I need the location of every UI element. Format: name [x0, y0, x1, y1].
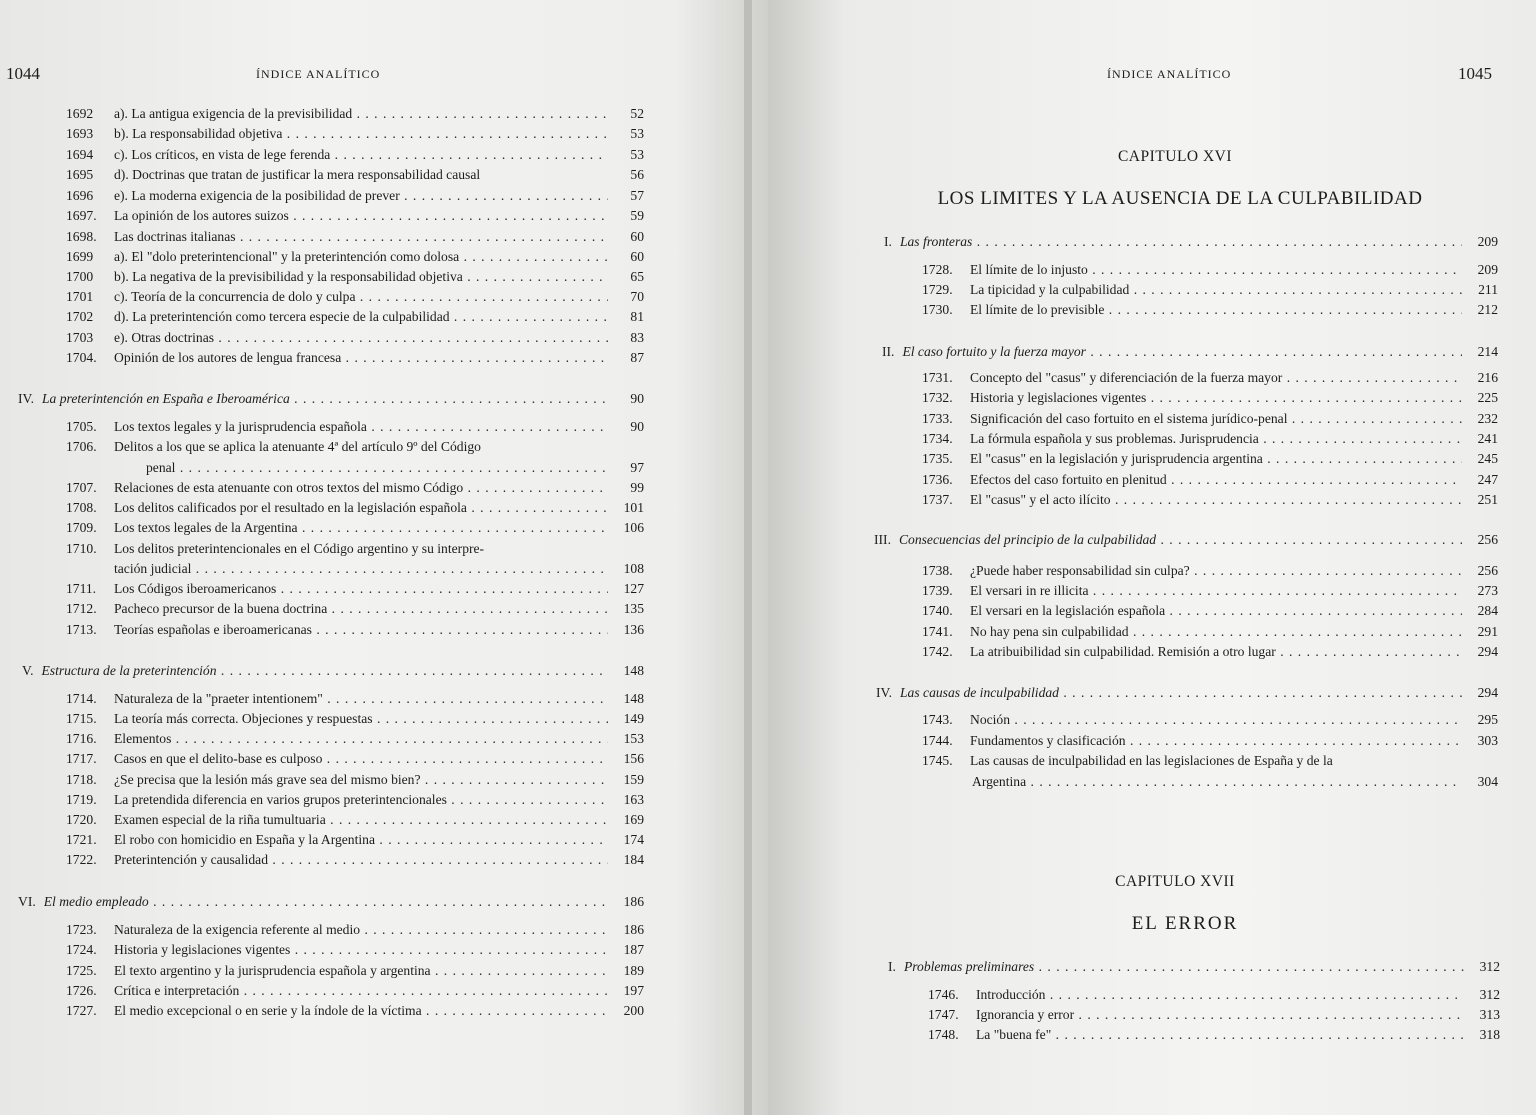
entry-page: 189 [623, 963, 644, 978]
section-roman: I. [888, 959, 896, 974]
entry-text: Opinión de los autores de lengua francesa . . . [114, 348, 608, 368]
entry-text: Examen especial de la riña tumultuaria . . . [114, 810, 608, 830]
entry-page: 232 [1477, 411, 1498, 426]
entry-page: 313 [1479, 1007, 1500, 1022]
section-title: El medio empleado . . . [44, 892, 608, 912]
entry-page: 212 [1477, 302, 1498, 317]
toc-entry [66, 328, 644, 348]
right-page [768, 0, 1536, 1115]
toc-entry [922, 388, 1498, 408]
toc-entry [922, 751, 1458, 771]
toc-entry [928, 1025, 1500, 1045]
entry-number: 1730. [922, 302, 953, 317]
toc-entry [922, 622, 1498, 642]
entry-page: 291 [1477, 624, 1498, 639]
toc-entry [66, 790, 644, 810]
entry-page: 251 [1477, 492, 1498, 507]
entry-page: 83 [630, 330, 644, 345]
chapter-heading: CAPITULO XVII [1115, 873, 1235, 890]
toc-entry [66, 830, 644, 850]
entry-number: 1745. [922, 753, 953, 768]
toc-entry [66, 620, 644, 640]
entry-page: 284 [1477, 603, 1498, 618]
entry-text: Preterintención y causalidad . . . [114, 850, 608, 870]
entry-text: d). Doctrinas que tratan de justificar la mera responsabilidad causal [114, 167, 481, 182]
entry-text: Los textos legales de la Argentina . . . [114, 518, 608, 538]
entry-page: 211 [1478, 282, 1498, 297]
entry-text: b). La responsabilidad objetiva . . . [114, 124, 608, 144]
entry-number: 1739. [922, 583, 953, 598]
entry-page: 247 [1477, 472, 1498, 487]
entry-text: d). La preterintención como tercera especie de la culpabilidad . . . [114, 307, 608, 327]
toc-entry [66, 961, 644, 981]
toc-entry [66, 145, 644, 165]
entry-text: b). La negativa de la previsibilidad y la responsabilidad objetiva . . . [114, 267, 608, 287]
entry-text: El texto argentino y la jurisprudencia española y argentina . . . [114, 961, 608, 981]
toc-entry [66, 1001, 644, 1021]
toc-entry [66, 940, 644, 960]
entry-page: 186 [623, 922, 644, 937]
section-page: 312 [1479, 959, 1500, 974]
toc-entry [66, 186, 644, 206]
entry-text: ¿Puede haber responsabilidad sin culpa? . . . [970, 561, 1462, 581]
entry-number: 1740. [922, 603, 953, 618]
entry-text-continued: penal . . . [146, 458, 608, 478]
section-roman: IV. [18, 391, 34, 406]
entry-text: No hay pena sin culpabilidad . . . [970, 622, 1462, 642]
entry-page: 245 [1477, 451, 1498, 466]
book-gutter [744, 0, 752, 1115]
entry-page: 187 [623, 942, 644, 957]
section-page: 90 [630, 391, 644, 406]
entry-number: 1708. [66, 500, 97, 515]
toc-entry [66, 478, 644, 498]
entry-number: 1748. [928, 1027, 959, 1042]
entry-text: a). El "dolo preterintencional" y la preterintención como dolosa . . . [114, 247, 608, 267]
entry-page: 312 [1479, 987, 1500, 1002]
section-roman: II. [882, 344, 895, 359]
entry-number: 1743. [922, 712, 953, 727]
entry-number: 1735. [922, 451, 953, 466]
entry-page: 149 [623, 711, 644, 726]
entry-number: 1711. [66, 581, 97, 596]
entry-text: El versari en la legislación española . . . [970, 601, 1462, 621]
entry-page: 216 [1477, 370, 1498, 385]
toc-entry [66, 437, 644, 457]
entry-text-continued: Argentina . . . [972, 772, 1462, 792]
section-page: 148 [623, 663, 644, 678]
entry-number: 1720. [66, 812, 97, 827]
entry-text: Elementos . . . [114, 729, 608, 749]
entry-text: Relaciones de esta atenuante con otros textos del mismo Código . . . [114, 478, 608, 498]
entry-text: La tipicidad y la culpabilidad . . . [970, 280, 1462, 300]
toc-entry [66, 124, 644, 144]
toc-entry [922, 731, 1498, 751]
entry-number: 1707. [66, 480, 97, 495]
toc-entry [922, 429, 1498, 449]
entry-number: 1747. [928, 1007, 959, 1022]
entry-text: a). La antigua exigencia de la previsibilidad . . . [114, 104, 608, 124]
entry-text: Efectos del caso fortuito en plenitud . . . [970, 470, 1462, 490]
entry-number: 1716. [66, 731, 97, 746]
entry-page: 56 [630, 167, 644, 182]
toc-entry [922, 368, 1498, 388]
entry-text: Historia y legislaciones vigentes . . . [970, 388, 1462, 408]
entry-number: 1731. [922, 370, 953, 385]
entry-text: Naturaleza de la exigencia referente al medio . . . [114, 920, 608, 940]
entry-page: 156 [623, 751, 644, 766]
toc-entry-continuation [114, 559, 644, 579]
entry-page: 106 [623, 520, 644, 535]
entry-text: c). Los críticos, en vista de lege ferenda . . . [114, 145, 608, 165]
entry-page: 97 [630, 460, 644, 475]
section-title: La preterintención en España e Iberoamérica . . . [42, 389, 608, 409]
entry-number: 1692 [66, 106, 94, 121]
entry-text: El "casus" y el acto ilícito . . . [970, 490, 1462, 510]
toc-entry [66, 247, 644, 267]
entry-number: 1717. [66, 751, 97, 766]
entry-page: 295 [1477, 712, 1498, 727]
entry-number: 1734. [922, 431, 953, 446]
entry-page: 127 [623, 581, 644, 596]
entry-number: 1703 [66, 330, 94, 345]
entry-number: 1714. [66, 691, 97, 706]
entry-page: 53 [630, 126, 644, 141]
entry-number: 1705. [66, 419, 97, 434]
section-title: Problemas preliminares . . . [904, 957, 1464, 977]
entry-text: El robo con homicidio en España y la Argentina . . . [114, 830, 608, 850]
section-heading [18, 389, 644, 409]
toc-entry [922, 449, 1498, 469]
entry-number: 1706. [66, 439, 97, 454]
entry-page: 90 [630, 419, 644, 434]
entry-text: c). Teoría de la concurrencia de dolo y culpa . . . [114, 287, 608, 307]
section-heading [882, 342, 1498, 362]
toc-entry [66, 498, 644, 518]
entry-text-continued: tación judicial . . . [114, 559, 608, 579]
toc-entry [928, 1005, 1500, 1025]
entry-page: 225 [1477, 390, 1498, 405]
entry-text: La pretendida diferencia en varios grupos preterintencionales . . . [114, 790, 608, 810]
entry-number: 1695 [66, 167, 94, 182]
section-heading [876, 683, 1498, 703]
chapter-heading: CAPITULO XVI [1117, 148, 1233, 165]
toc-entry [66, 227, 644, 247]
section-title: Las fronteras . . . [900, 232, 1462, 252]
entry-text: El medio excepcional o en serie y la índole de la víctima . . . [114, 1001, 608, 1021]
entry-page: 60 [630, 249, 644, 264]
toc-entry [66, 267, 644, 287]
entry-text: Introducción . . . [976, 985, 1464, 1005]
toc-entry [66, 729, 644, 749]
section-heading [884, 232, 1498, 252]
entry-text: Crítica e interpretación . . . [114, 981, 608, 1001]
toc-entry [928, 985, 1500, 1005]
entry-page: 59 [630, 208, 644, 223]
toc-entry [66, 518, 644, 538]
entry-page: 197 [623, 983, 644, 998]
left-running-head: ÍNDICE ANALÍTICO [256, 67, 381, 81]
entry-number: 1733. [922, 411, 953, 426]
entry-number: 1701 [66, 289, 94, 304]
entry-number: 1697. [66, 208, 97, 223]
section-roman: VI. [18, 894, 36, 909]
entry-text: ¿Se precisa que la lesión más grave sea del mismo bien? . . . [114, 770, 608, 790]
entry-number: 1736. [922, 472, 953, 487]
entry-text: Concepto del "casus" y diferenciación de la fuerza mayor . . . [970, 368, 1462, 388]
entry-text: El límite de lo injusto . . . [970, 260, 1462, 280]
entry-page: 318 [1479, 1027, 1500, 1042]
entry-page: 65 [630, 269, 644, 284]
toc-entry [66, 539, 644, 559]
toc-entry [922, 280, 1498, 300]
entry-page: 101 [623, 500, 644, 515]
section-title: Las causas de inculpabilidad . . . [900, 683, 1462, 703]
entry-number: 1715. [66, 711, 97, 726]
entry-page: 99 [630, 480, 644, 495]
section-heading [888, 957, 1500, 977]
entry-number: 1704. [66, 350, 97, 365]
entry-page: 153 [623, 731, 644, 746]
entry-number: 1696 [66, 188, 94, 203]
entry-page: 148 [623, 691, 644, 706]
right-running-head: ÍNDICE ANALÍTICO [1107, 67, 1232, 81]
chapter-title: LOS LIMITES Y LA AUSENCIA DE LA CULPABILIDAD [937, 188, 1423, 209]
toc-entry [66, 689, 644, 709]
section-page: 256 [1477, 532, 1498, 547]
entry-text: Los delitos preterintencionales en el Código argentino y su interpre- [114, 541, 485, 556]
entry-page: 87 [630, 350, 644, 365]
toc-entry [922, 710, 1498, 730]
entry-number: 1737. [922, 492, 953, 507]
entry-page: 60 [630, 229, 644, 244]
toc-entry [66, 709, 644, 729]
entry-number: 1712. [66, 601, 97, 616]
right-page-number: 1045 [1458, 64, 1492, 83]
toc-entry [66, 348, 644, 368]
section-page: 186 [623, 894, 644, 909]
toc-entry [922, 260, 1498, 280]
entry-text: El límite de lo previsible . . . [970, 300, 1462, 320]
section-heading [18, 892, 644, 912]
entry-text: La teoría más correcta. Objeciones y respuestas . . . [114, 709, 608, 729]
toc-entry [66, 920, 644, 940]
entry-text: La fórmula española y sus problemas. Jurisprudencia . . . [970, 429, 1462, 449]
entry-page: 200 [623, 1003, 644, 1018]
entry-text: e). Otras doctrinas . . . [114, 328, 608, 348]
entry-text: La opinión de los autores suizos . . . [114, 206, 608, 226]
entry-text: Delitos a los que se aplica la atenuante 4ª del artículo 9º del Código [114, 439, 481, 454]
toc-entry [922, 300, 1498, 320]
section-title: Estructura de la preterintención . . . [41, 661, 608, 681]
entry-number: 1699 [66, 249, 94, 264]
entry-page: 209 [1477, 262, 1498, 277]
entry-page: 241 [1477, 431, 1498, 446]
entry-page: 303 [1477, 733, 1498, 748]
entry-number: 1744. [922, 733, 953, 748]
left-page-number: 1044 [6, 64, 40, 83]
entry-number: 1693 [66, 126, 94, 141]
entry-page: 52 [630, 106, 644, 121]
toc-entry [66, 104, 644, 124]
entry-text: Historia y legislaciones vigentes . . . [114, 940, 608, 960]
entry-page: 184 [623, 852, 644, 867]
toc-entry [66, 165, 644, 185]
entry-number: 1746. [928, 987, 959, 1002]
toc-entry [922, 561, 1498, 581]
entry-number: 1710. [66, 541, 97, 556]
entry-text: Noción . . . [970, 710, 1462, 730]
entry-number: 1713. [66, 622, 97, 637]
entry-number: 1723. [66, 922, 97, 937]
entry-text: Pacheco precursor de la buena doctrina . . . [114, 599, 608, 619]
entry-text: Naturaleza de la "praeter intentionem" . . . [114, 689, 608, 709]
entry-number: 1702 [66, 309, 94, 324]
toc-entry [922, 409, 1498, 429]
entry-number: 1721. [66, 832, 97, 847]
entry-number: 1742. [922, 644, 953, 659]
toc-entry [66, 417, 644, 437]
toc-entry [66, 307, 644, 327]
chapter-title: EL ERROR [1131, 913, 1239, 934]
entry-text: Fundamentos y clasificación . . . [970, 731, 1462, 751]
section-page: 294 [1477, 685, 1498, 700]
section-heading [874, 530, 1498, 550]
section-title: El caso fortuito y la fuerza mayor . . . [902, 342, 1462, 362]
entry-page: 53 [630, 147, 644, 162]
section-roman: V. [22, 663, 34, 678]
entry-text: Los textos legales y la jurisprudencia española . . . [114, 417, 608, 437]
toc-entry-continuation [972, 772, 1498, 792]
entry-number: 1732. [922, 390, 953, 405]
section-title: Consecuencias del principio de la culpabilidad . . . [899, 530, 1462, 550]
entry-number: 1698. [66, 229, 97, 244]
toc-entry [66, 206, 644, 226]
entry-text: Ignorancia y error . . . [976, 1005, 1464, 1025]
entry-number: 1725. [66, 963, 97, 978]
entry-number: 1726. [66, 983, 97, 998]
entry-number: 1728. [922, 262, 953, 277]
toc-entry-continuation [146, 458, 644, 478]
toc-entry [66, 287, 644, 307]
entry-page: 70 [630, 289, 644, 304]
toc-entry [66, 579, 644, 599]
entry-text: Significación del caso fortuito en el sistema jurídico-penal . . . [970, 409, 1462, 429]
toc-entry [66, 810, 644, 830]
entry-page: 169 [623, 812, 644, 827]
entry-page: 81 [630, 309, 644, 324]
toc-entry [66, 599, 644, 619]
section-heading [22, 661, 644, 681]
entry-page: 136 [623, 622, 644, 637]
entry-text: Las doctrinas italianas . . . [114, 227, 608, 247]
section-page: 214 [1477, 344, 1498, 359]
entry-text: Los delitos calificados por el resultado en la legislación española . . . [114, 498, 608, 518]
entry-number: 1729. [922, 282, 953, 297]
entry-page: 159 [623, 772, 644, 787]
section-roman: IV. [876, 685, 892, 700]
entry-page: 57 [630, 188, 644, 203]
section-roman: I. [884, 234, 892, 249]
entry-number: 1719. [66, 792, 97, 807]
toc-entry [66, 981, 644, 1001]
entry-page: 273 [1477, 583, 1498, 598]
entry-text: El versari in re illicita . . . [970, 581, 1462, 601]
entry-number: 1727. [66, 1003, 97, 1018]
toc-entry [66, 770, 644, 790]
toc-entry [66, 749, 644, 769]
entry-number: 1694 [66, 147, 94, 162]
entry-number: 1741. [922, 624, 953, 639]
entry-number: 1709. [66, 520, 97, 535]
entry-page: 256 [1477, 563, 1498, 578]
section-page: 209 [1477, 234, 1498, 249]
entry-text: e). La moderna exigencia de la posibilidad de prever . . . [114, 186, 608, 206]
entry-page: 304 [1477, 774, 1498, 789]
entry-number: 1700 [66, 269, 94, 284]
entry-number: 1718. [66, 772, 97, 787]
entry-page: 294 [1477, 644, 1498, 659]
entry-page: 135 [623, 601, 644, 616]
section-roman: III. [874, 532, 891, 547]
entry-text: Los Códigos iberoamericanos . . . [114, 579, 608, 599]
entry-text: La "buena fe" . . . [976, 1025, 1464, 1045]
toc-entry [922, 581, 1498, 601]
entry-page: 108 [623, 561, 644, 576]
entry-text: La atribuibilidad sin culpabilidad. Remisión a otro lugar . . . [970, 642, 1462, 662]
toc-entry [922, 642, 1498, 662]
entry-text: Las causas de inculpabilidad en las legislaciones de España y de la [970, 753, 1333, 768]
entry-page: 163 [623, 792, 644, 807]
toc-entry [922, 490, 1498, 510]
entry-number: 1738. [922, 563, 953, 578]
entry-text: El "casus" en la legislación y jurisprudencia argentina . . . [970, 449, 1462, 469]
entry-text: Teorías españolas e iberoamericanas . . . [114, 620, 608, 640]
entry-number: 1724. [66, 942, 97, 957]
entry-number: 1722. [66, 852, 97, 867]
toc-entry [922, 470, 1498, 490]
entry-text: Casos en que el delito-base es culposo . . . [114, 749, 608, 769]
entry-page: 174 [623, 832, 644, 847]
toc-entry [66, 850, 644, 870]
toc-entry [922, 601, 1498, 621]
